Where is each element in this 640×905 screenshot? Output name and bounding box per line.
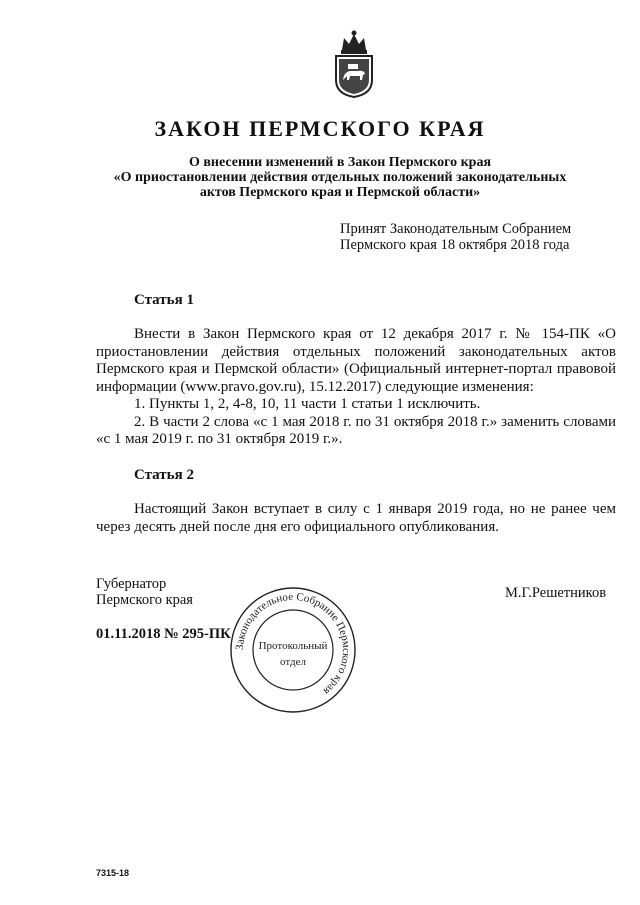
coat-of-arms-icon <box>330 28 378 98</box>
stamp-inner-line: отдел <box>280 656 306 668</box>
signatory-position <box>96 576 193 608</box>
stamp-outer-text: Законодательное Собрание Пермского края <box>233 590 353 698</box>
law-title: ЗАКОН ПЕРМСКОГО КРАЯ <box>154 116 486 141</box>
position-line: Губернатор <box>96 576 167 592</box>
article-2-heading: Статья 2 <box>134 467 194 483</box>
adoption-note <box>340 221 571 253</box>
subtitle-line: «О приостановлении действия отдельных положений законодательных <box>113 170 567 185</box>
document-code: 7315-18 <box>96 868 130 878</box>
article-1-item-2: 2. В части 2 слова «с 1 мая 2018 г. по 31 октября 2018 г.» заменить словами «с 1 мая 2019 г. по 31 октября 2019 г.». <box>96 413 616 447</box>
subtitle-line: актов Пермского края и Пермской области» <box>199 185 481 200</box>
article-1-body <box>96 326 616 449</box>
article-1-item-1: 1. Пункты 1, 2, 4-8, 10, 11 части 1 статьи 1 исключить. <box>134 396 481 412</box>
subtitle-line: О внесении изменений в Закон Пермского края <box>188 155 492 170</box>
law-subtitle <box>60 155 620 200</box>
position-line: Пермского края <box>96 592 193 608</box>
article-1-heading: Статья 1 <box>134 292 194 308</box>
article-2-body <box>96 501 616 536</box>
law-date-number: 01.11.2018 № 295-ПК <box>96 626 231 642</box>
stamp-inner-line: Протокольный <box>258 640 328 652</box>
adoption-line: Пермского края 18 октября 2018 года <box>340 237 570 253</box>
official-stamp <box>228 585 358 715</box>
signatory-name: М.Г.Решетников <box>505 585 607 601</box>
adoption-line: Принят Законодательным Собранием <box>340 221 572 237</box>
article-1-intro: Внести в Закон Пермского края от 12 декабря 2017 г. № 154-ПК «О приостановлении действия отдельных положений законодательных актов Пермского края и Пермской области» (Официальный интернет-портал правовой информации (www.pravo.gov.ru), 15.12.2017) следующие изменения: <box>96 326 616 395</box>
article-2-text: Настоящий Закон вступает в силу с 1 января 2019 года, но не ранее чем через десять дней после дня его официального опубликования. <box>96 501 616 535</box>
